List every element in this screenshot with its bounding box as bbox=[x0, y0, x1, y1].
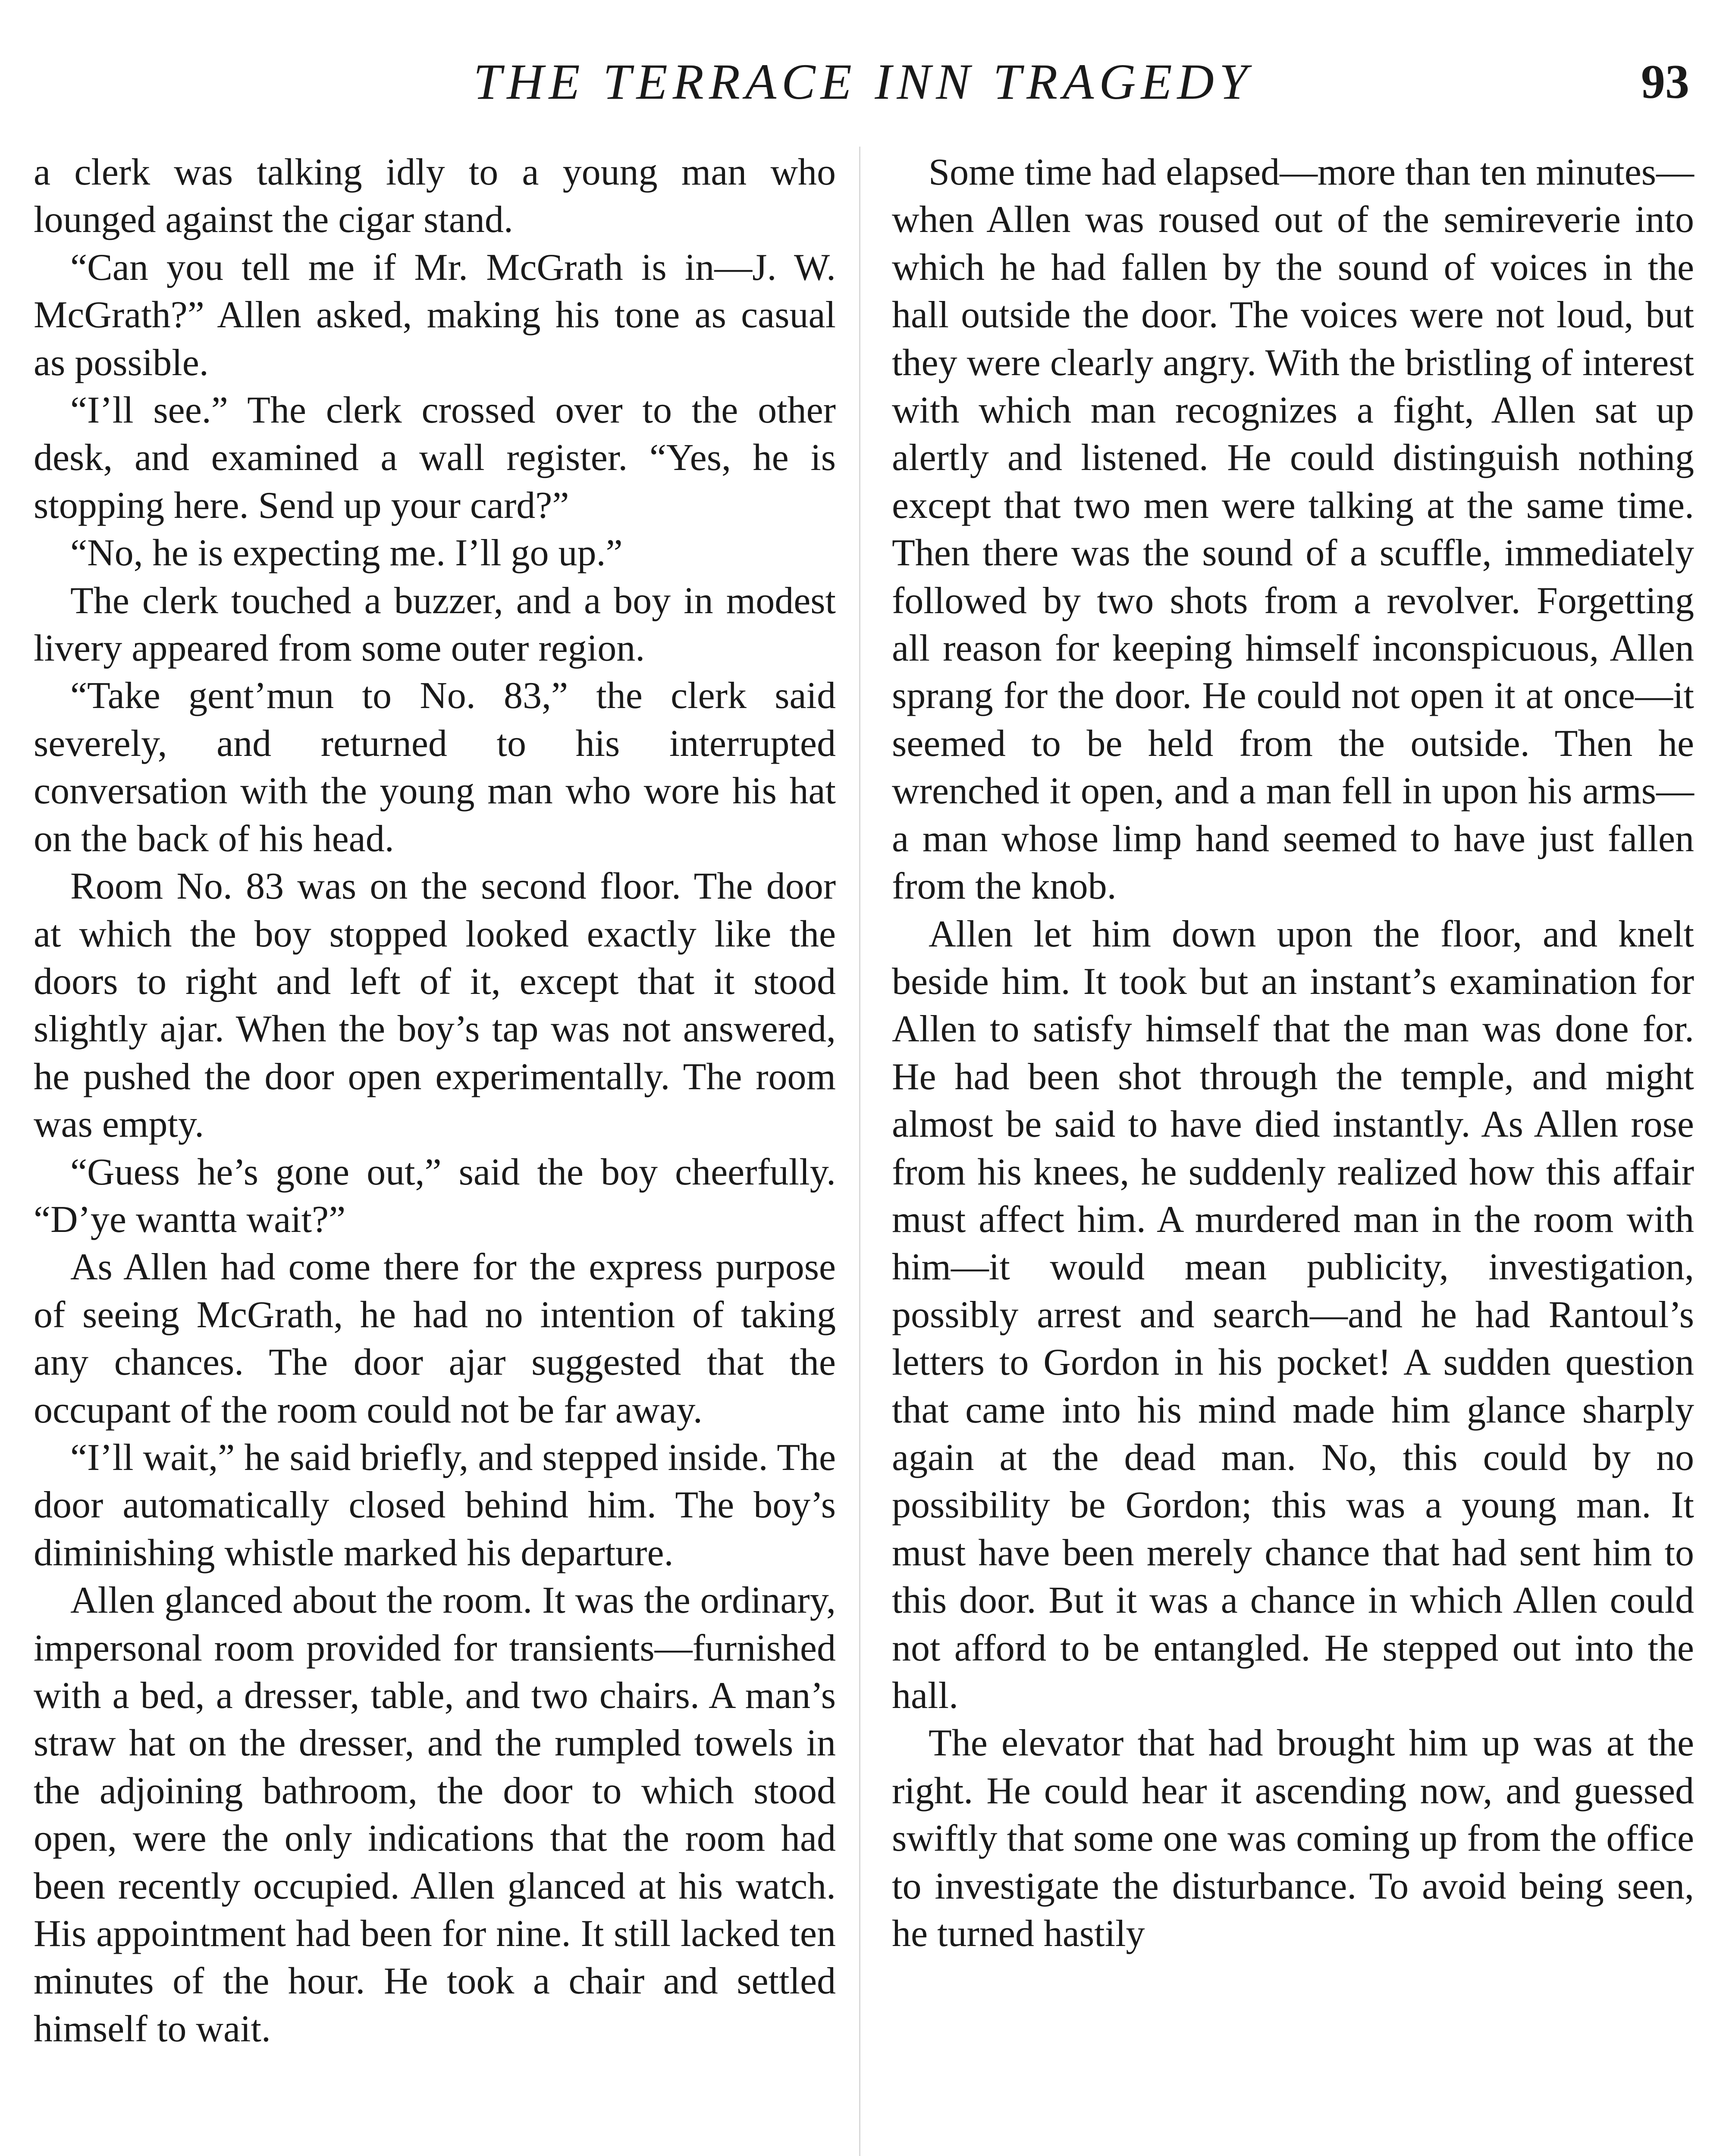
paragraph: Allen glanced about the room. It was the ordinary, impersonal room provided for transients—furnished with a bed, a dresser, table, and two chairs. A man’s straw hat on the dresser, and the rumpled towels in the adjoining bathroom, the door to which stood open, were the only indications that the room had been recently occupied. Allen glanced at his watch. His appointment had been for nine. It still lacked ten minutes of the hour. He took a chair and settled himself to wait. bbox=[34, 1579, 836, 2050]
paragraph: Room No. 83 was on the second floor. The door at which the boy stopped looked exactly like the doors to right and left of it, except that it stood slightly ajar. When the boy’s tap was not answered, he pushed the door open experimentally. The room was empty. bbox=[34, 865, 836, 1146]
paragraph: The clerk touched a buzzer, and a boy in modest livery appeared from some outer region. bbox=[34, 580, 836, 670]
page-header bbox=[0, 47, 1726, 116]
paragraph: The elevator that had brought him up was at the right. He could hear it ascending now, and guessed swiftly that some one was coming up from the office to investigate the disturbance. To avoid being seen, he turned hastily bbox=[892, 1722, 1694, 1955]
paragraph: a clerk was talking idly to a young man who lounged against the cigar stand. bbox=[34, 151, 836, 241]
column-divider bbox=[859, 147, 860, 2156]
paragraph: As Allen had come there for the express purpose of seeing McGrath, he had no intention of taking any chances. The door ajar suggested that the occupant of the room could not be far away. bbox=[34, 1246, 836, 1431]
page-number: 93 bbox=[1641, 55, 1689, 109]
paragraph: “Can you tell me if Mr. McGrath is in—J. W. McGrath?” Allen asked, making his tone as casual as possible. bbox=[34, 246, 836, 384]
paragraph: “No, he is expecting me. I’ll go up.” bbox=[70, 532, 623, 574]
paragraph: Some time had elapsed—more than ten minutes—when Allen was roused out of the semireverie into which he had fallen by the sound of voices in the hall outside the door. The voices were not loud, but they were clearly angry. With the bristling of interest with which man recognizes a fight, Allen sat up alertly and listened. He could distinguish nothing except that two men were talking at the same time. Then there was the sound of a scuffle, immediately followed by two shots from a revolver. Forgetting all reason for keeping himself inconspicuous, Allen sprang for the door. He could not open it at once—it seemed to be held from the outside. Then he wrenched it open, and a man fell in upon his arms—a man whose limp hand seemed to have just fallen from the knob. bbox=[892, 151, 1694, 908]
paragraph: “I’ll see.” The clerk crossed over to the other desk, and examined a wall register. “Yes, he is stopping here. Send up your card?” bbox=[34, 389, 836, 526]
paragraph: “I’ll wait,” he said briefly, and stepped inside. The door automatically closed behind him. The boy’s diminishing whistle marked his departure. bbox=[34, 1436, 836, 1574]
left-column bbox=[34, 149, 836, 2053]
paragraph: “Guess he’s gone out,” said the boy cheerfully. “D’ye wantta wait?” bbox=[34, 1151, 836, 1241]
running-title: THE TERRACE INN TRAGEDY bbox=[473, 53, 1253, 110]
paragraph: “Take gent’mun to No. 83,” the clerk said severely, and returned to his interrupted conversation with the young man who wore his hat on the back of his head. bbox=[34, 675, 836, 860]
paragraph: Allen let him down upon the floor, and knelt beside him. It took but an instant’s examination for Allen to satisfy himself that the man was done for. He had been shot through the temple, and might almost be said to have died instantly. As Allen rose from his knees, he suddenly realized how this affair must affect him. A murdered man in the room with him—it would mean publicity, investigation, possibly arrest and search—and he had Rantoul’s letters to Gordon in his pocket! A sudden question that came into his mind made him glance sharply again at the dead man. No, this could by no possibility be Gordon; this was a young man. It must have been merely chance that had sent him to this door. But it was a chance in which Allen could not afford to be entangled. He stepped out into the hall. bbox=[892, 913, 1694, 1717]
right-column bbox=[892, 149, 1694, 1958]
